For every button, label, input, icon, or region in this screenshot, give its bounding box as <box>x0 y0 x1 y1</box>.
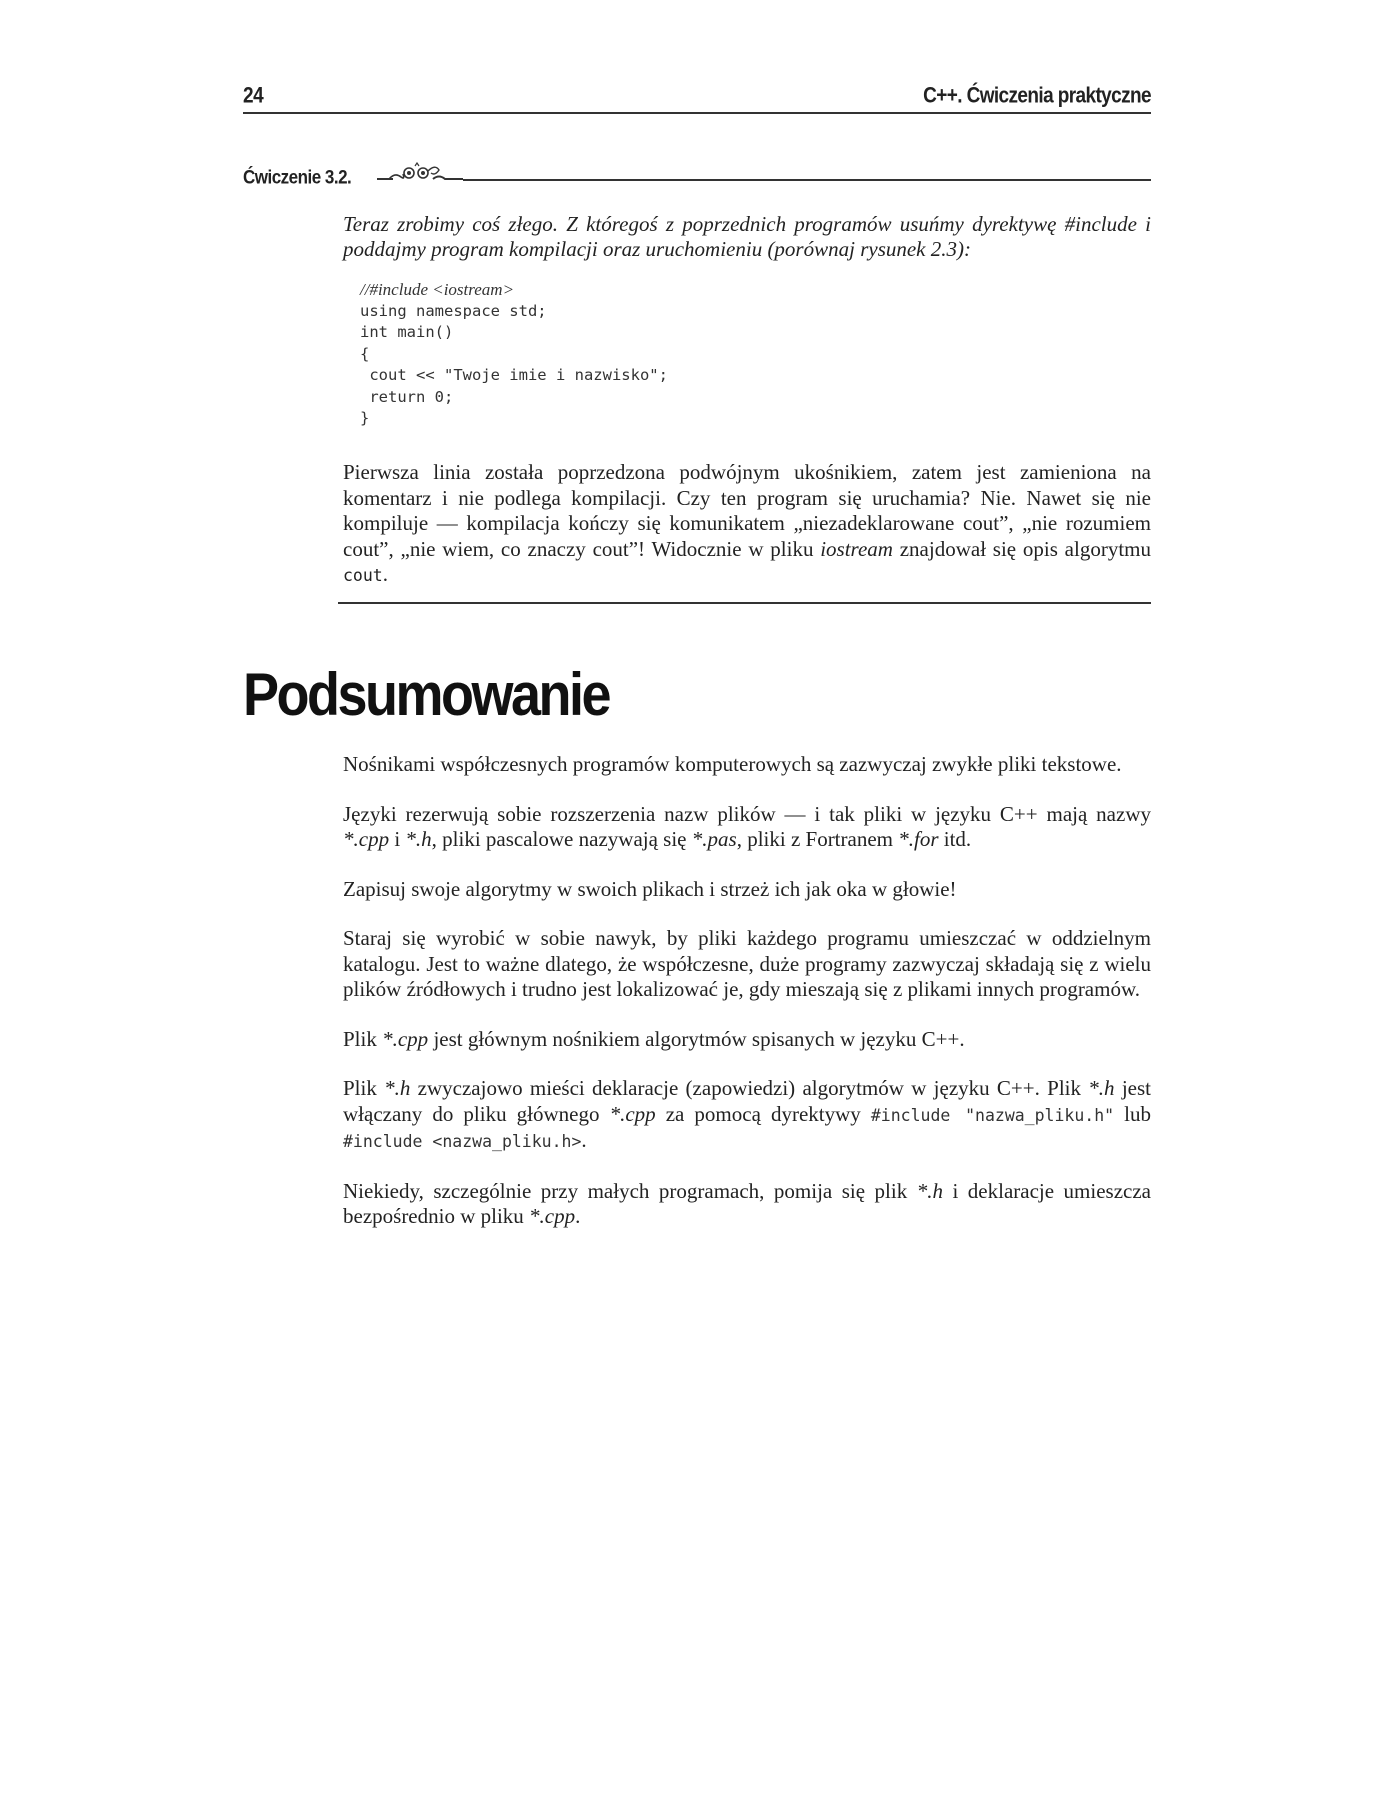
inline-code: #include <nazwa_pliku.h> <box>343 1132 582 1151</box>
file-extension: *.pas <box>691 827 737 851</box>
file-extension: *.h <box>384 1076 411 1100</box>
file-name: iostream <box>820 536 893 561</box>
code-word: cout <box>343 566 383 585</box>
exercise-rule <box>463 179 1151 181</box>
text-run: lub <box>1114 1101 1151 1126</box>
text-run: . <box>581 1128 587 1152</box>
code-line: { <box>360 344 370 363</box>
code-line: return 0; <box>360 387 454 406</box>
explanation-text: Pierwsza linia została poprzedzona podwójnym ukośnikiem, zatem jest zamieniona na komentarz i nie podlega kompilacji. Czy ten program się uruchamia? Nie. Nawet się nie kompiluje — kompilacja kończy się komunikatem „niezadeklarowane cout”, „nie rozumiem cout”, „nie wiem, co znaczy cout”! Widocznie w pliku <box>343 460 1151 561</box>
code-line: } <box>360 409 370 427</box>
summary-paragraph <box>343 1027 1151 1053</box>
summary-paragraph: Staraj się wyrobić w sobie nawyk, by pliki każdego programu umieszczać w oddzielnym katalogu. Jest to ważne dlatego, że współczesne, duże programy zazwyczaj składają się z wielu plików źródłowych i trudno jest lokalizować je, gdy mieszają się z plikami innych programów. <box>343 926 1151 1001</box>
summary-paragraph: Zapisuj swoje algorytmy w swoich plikach i strzeż ich jak oka w głowie! <box>343 876 957 901</box>
text-run: , pliki z Fortranem <box>736 827 899 851</box>
text-run: itd. <box>938 827 972 851</box>
code-line: //#include <iostream> <box>360 280 515 299</box>
section-title: Podsumowanie <box>243 661 610 729</box>
code-line: cout << "Twoje imie i nazwisko"; <box>360 366 668 384</box>
text-run: , pliki pascalowe nazywają się <box>431 827 692 851</box>
exercise-heading <box>243 162 1151 186</box>
summary-paragraph: Nośnikami współczesnych programów komputerowych są zazwyczaj zwykłe pliki tekstowe. <box>343 752 1122 776</box>
explanation-end: . <box>382 562 388 586</box>
exercise-label: Ćwiczenie 3.2. <box>243 166 352 188</box>
summary-paragraph <box>343 1076 1151 1155</box>
file-extension: *.for <box>898 827 939 851</box>
code-line: using namespace std; <box>360 301 547 320</box>
file-extension: *.cpp <box>609 1101 656 1126</box>
code-listing <box>360 279 668 430</box>
text-run: Plik <box>343 1076 385 1100</box>
ornament-icon <box>375 162 465 186</box>
text-run: i <box>389 827 406 851</box>
text-run: Plik <box>343 1026 383 1051</box>
file-extension: *.h <box>1088 1076 1115 1100</box>
page-number: 24 <box>243 84 264 109</box>
text-run: . <box>575 1204 581 1228</box>
explanation-text-after: znajdował się opis algorytmu <box>892 536 1151 561</box>
file-extension: *.cpp <box>529 1204 576 1228</box>
text-run: i deklaracje umieszcza bezpośrednio w pliku <box>343 1178 1151 1228</box>
page-header <box>243 82 1151 114</box>
running-title: C++. Ćwiczenia praktyczne <box>923 84 1151 109</box>
file-extension: *.cpp <box>382 1026 429 1051</box>
exercise-intro: Teraz zrobimy coś złego. Z któregoś z poprzednich programów usuńmy dyrektywę #include i poddajmy program kompilacji oraz uruchomieniu (porównaj rysunek 2.3): <box>343 212 1151 261</box>
exercise-end-rule <box>338 602 1151 604</box>
text-run: Języki rezerwują sobie rozszerzenia nazw plików — i tak pliki w języku C++ mają nazwy <box>343 801 1151 826</box>
file-extension: *.h <box>916 1178 943 1203</box>
text-run: zwyczajowo mieści deklaracje (zapowiedzi) algorytmów w języku C++. Plik <box>410 1076 1089 1100</box>
text-run: jest włączany do pliku głównego <box>343 1076 1151 1126</box>
exercise-explanation <box>343 460 1151 589</box>
summary-paragraph <box>343 802 1151 853</box>
code-line: int main() <box>360 323 454 341</box>
exercise-body <box>343 212 1151 262</box>
inline-code: #include "nazwa_pliku.h" <box>870 1105 1115 1125</box>
file-extension: *.cpp <box>343 827 390 851</box>
text-run: Niekiedy, szczególnie przy małych programach, pomija się plik <box>343 1178 917 1203</box>
file-extension: *.h <box>405 827 432 851</box>
text-run: jest głównym nośnikiem algorytmów spisanych w języku C++. <box>428 1026 965 1051</box>
text-run: za pomocą dyrektywy <box>655 1101 871 1126</box>
summary-section <box>343 752 1151 1254</box>
summary-paragraph <box>343 1179 1151 1230</box>
